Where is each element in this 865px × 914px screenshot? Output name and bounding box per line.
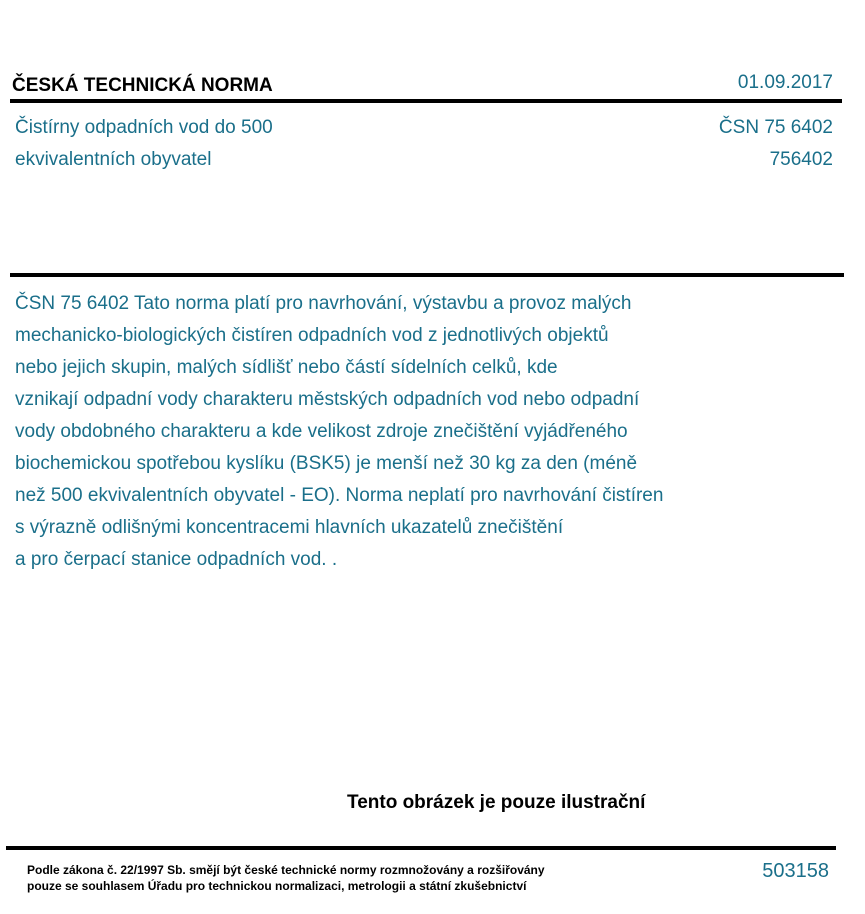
abstract-line: než 500 ekvivalentních obyvatel - EO). Norma neplatí pro navrhování čistíren <box>15 485 664 506</box>
abstract-line: ČSN 75 6402 Tato norma platí pro navrhování, výstavbu a provoz malých <box>15 293 632 314</box>
illustration-note: Tento obrázek je pouze ilustrační <box>347 792 646 813</box>
header-title: ČESKÁ TECHNICKÁ NORMA <box>12 75 273 96</box>
abstract-line: s výrazně odlišnými koncentracemi hlavních ukazatelů znečištění <box>15 517 564 538</box>
abstract-text <box>15 288 835 576</box>
abstract-line: biochemickou spotřebou kyslíku (BSK5) je menší než 30 kg za den (méně <box>15 453 638 474</box>
abstract-line: a pro čerpací stanice odpadních vod. . <box>15 549 338 570</box>
catalog-number: 756402 <box>769 149 833 170</box>
header-divider <box>10 99 842 103</box>
document-id: 503158 <box>762 860 829 882</box>
abstract-line: mechanicko-biologických čistíren odpadních vod z jednotlivých objektů <box>15 325 609 346</box>
legal-notice-line-2: pouze se souhlasem Úřadu pro technickou normalizaci, metrologii a státní zkušebnictví <box>27 879 527 893</box>
standard-code: ČSN 75 6402 <box>718 117 833 138</box>
footer-divider <box>6 846 836 850</box>
abstract-line: vznikají odpadní vody charakteru městských odpadních vod nebo odpadní <box>15 389 640 410</box>
abstract-line: vody obdobného charakteru a kde velikost zdroje znečištění vyjádřeného <box>15 421 628 442</box>
abstract-line: nebo jejich skupin, malých sídlišť nebo částí sídelních celků, kde <box>15 357 558 378</box>
standard-title-line-1: Čistírny odpadních vod do 500 <box>15 117 273 138</box>
legal-notice-line-1: Podle zákona č. 22/1997 Sb. smějí být české technické normy rozmnožovány a rozšiřovány <box>27 863 545 877</box>
legal-notice <box>27 862 545 894</box>
standard-title-line-2: ekvivalentních obyvatel <box>15 149 212 170</box>
title-divider <box>10 273 844 277</box>
issue-date: 01.09.2017 <box>737 72 833 93</box>
